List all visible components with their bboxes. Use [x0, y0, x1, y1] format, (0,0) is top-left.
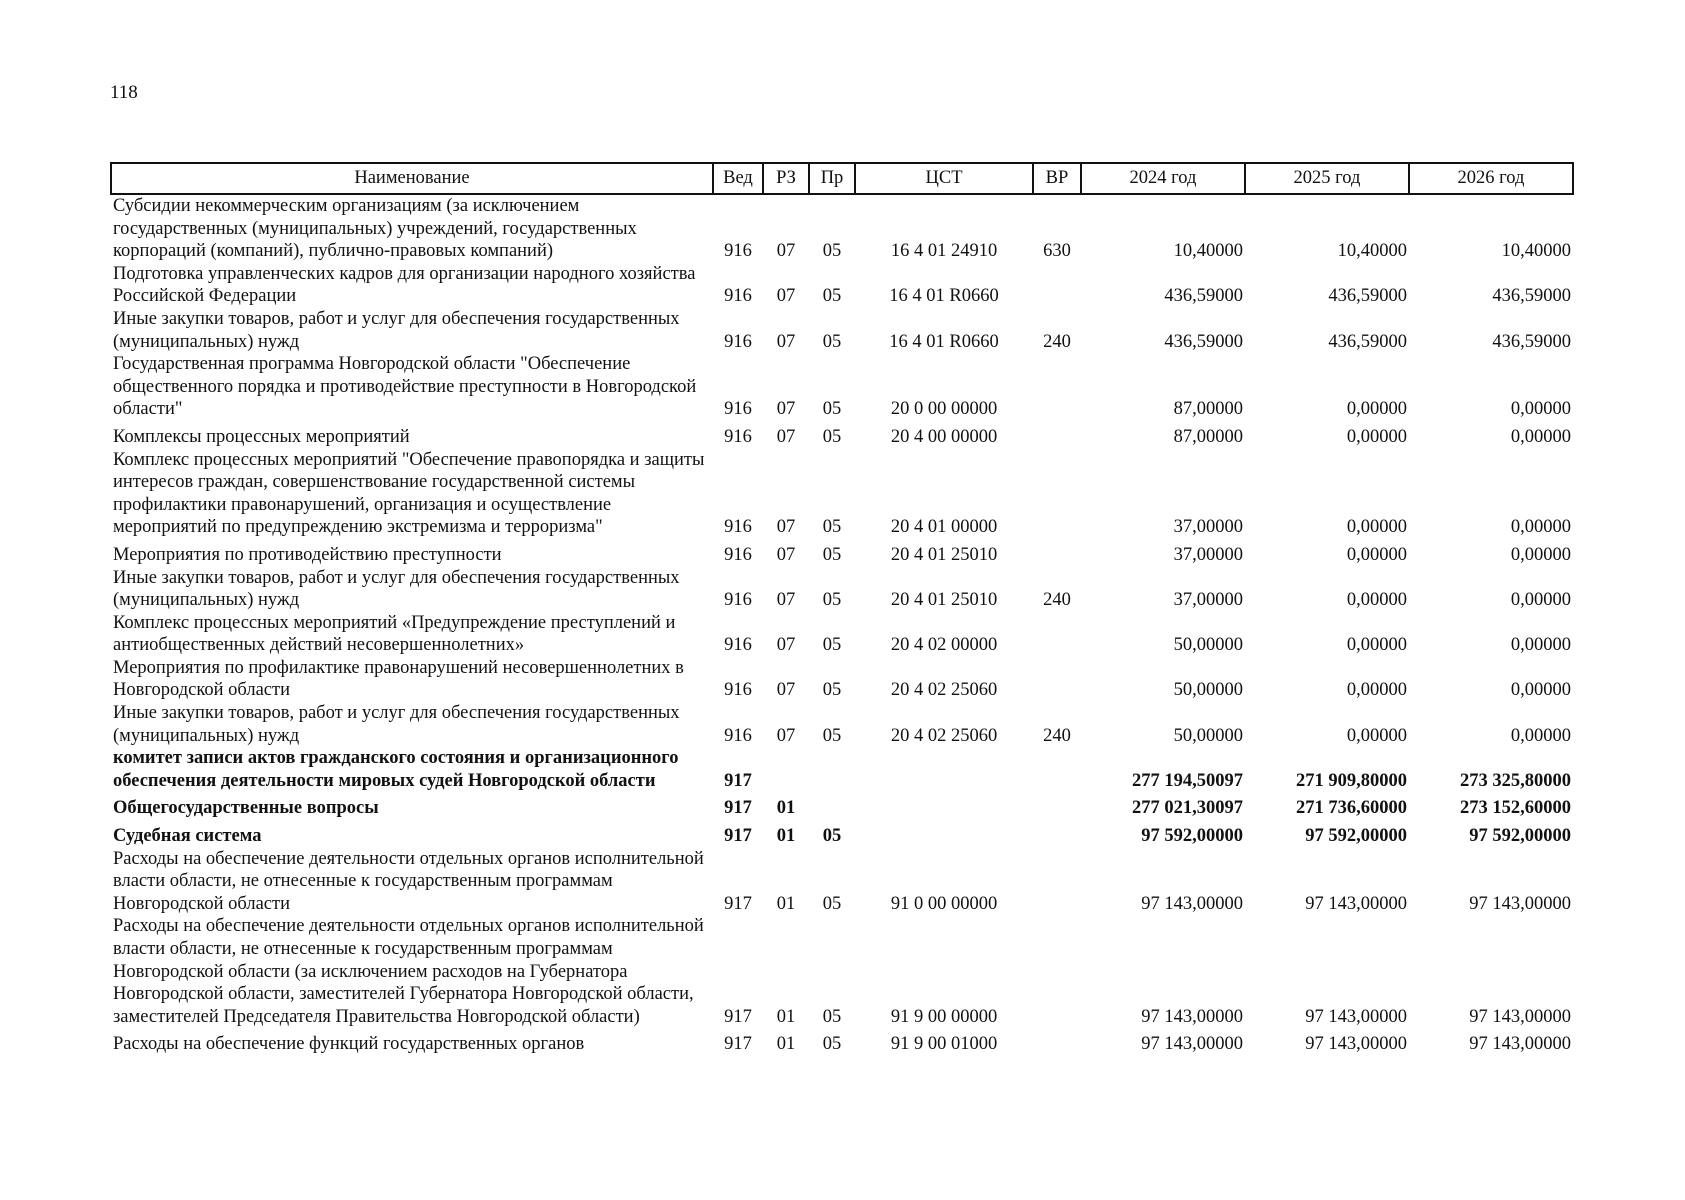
row-ved: 916 — [724, 331, 752, 352]
row-vr — [1033, 612, 1081, 657]
row-cst: 91 0 00 00000 — [890, 893, 998, 914]
row-2026: 0,00000 — [1510, 680, 1571, 701]
row-rz: 07 — [776, 331, 796, 352]
row-2026: 0,00000 — [1510, 725, 1571, 746]
row-2025: 97 143,00000 — [1305, 1034, 1407, 1055]
row-2026: 436,59000 — [1492, 286, 1571, 307]
table-row — [111, 194, 1573, 263]
row-pr: 05 — [822, 635, 842, 656]
row-ved: 916 — [724, 544, 752, 565]
row-cst: 16 4 01 24910 — [890, 241, 998, 262]
row-name: Иные закупки товаров, работ и услуг для обеспечения государственных (муниципальных) нужд — [113, 703, 680, 746]
row-ved: 916 — [724, 399, 752, 420]
row-cst: 20 4 00 00000 — [890, 426, 998, 447]
header-ved: Вед — [713, 163, 763, 194]
row-2025: 436,59000 — [1328, 331, 1407, 352]
header-2025: 2025 год — [1245, 163, 1409, 194]
row-name: Мероприятия по противодействию преступности — [113, 544, 502, 565]
header-name: Наименование — [111, 163, 713, 194]
row-ved: 916 — [724, 635, 752, 656]
header-2026: 2026 год — [1409, 163, 1573, 194]
header-rz: РЗ — [763, 163, 809, 194]
table-header-row — [111, 163, 1573, 194]
row-2025: 0,00000 — [1346, 399, 1407, 420]
row-vr — [1033, 421, 1081, 449]
row-2024: 277 194,50097 — [1132, 770, 1243, 791]
row-2024: 37,00000 — [1173, 517, 1243, 538]
row-name: Подготовка управленческих кадров для организации народного хозяйства Российской Федерации — [113, 263, 696, 307]
row-2024: 87,00000 — [1173, 426, 1243, 447]
row-vr — [1033, 1028, 1081, 1056]
row-pr — [809, 792, 855, 820]
table-row — [111, 747, 1573, 792]
row-2026: 97 143,00000 — [1469, 893, 1571, 914]
row-ved: 917 — [724, 798, 752, 819]
row-2025: 97 143,00000 — [1305, 893, 1407, 914]
row-2026: 273 325,80000 — [1460, 770, 1571, 791]
row-vr: 240 — [1043, 725, 1071, 746]
row-2026: 0,00000 — [1510, 399, 1571, 420]
row-ved: 917 — [724, 1034, 752, 1055]
table-row — [111, 263, 1573, 308]
row-pr: 05 — [822, 590, 842, 611]
row-pr: 05 — [822, 725, 842, 746]
row-cst: 20 4 02 25060 — [890, 680, 998, 701]
row-name: Комплекс процессных мероприятий "Обеспечение правопорядка и защиты интересов граждан, совершенствование государственной системы профилактики правонарушений, организация и осуществление мероприятий по предупреждению экстремизма и терроризма" — [113, 449, 705, 538]
row-ved: 917 — [724, 893, 752, 914]
row-ved: 916 — [724, 590, 752, 611]
row-vr: 240 — [1043, 331, 1071, 352]
row-vr — [1033, 915, 1081, 1028]
row-rz: 07 — [776, 241, 796, 262]
row-cst: 91 9 00 01000 — [890, 1034, 998, 1055]
row-2025: 0,00000 — [1346, 680, 1407, 701]
row-rz — [763, 747, 809, 792]
row-rz: 07 — [776, 286, 796, 307]
row-vr — [1033, 820, 1081, 848]
row-2024: 37,00000 — [1173, 590, 1243, 611]
row-rz: 07 — [776, 590, 796, 611]
row-pr: 05 — [822, 241, 842, 262]
row-2025: 0,00000 — [1346, 635, 1407, 656]
table-row — [111, 702, 1573, 747]
row-pr: 05 — [822, 286, 842, 307]
row-pr: 05 — [822, 399, 842, 420]
row-vr — [1033, 353, 1081, 421]
row-2026: 0,00000 — [1510, 426, 1571, 447]
row-ved: 916 — [724, 241, 752, 262]
row-name: Субсидии некоммерческим организациям (за исключением государственных (муниципальных) учреждений, государственных корпораций (компаний), публично-правовых компаний) — [113, 196, 637, 262]
row-2024: 97 592,00000 — [1141, 826, 1243, 847]
table-row — [111, 539, 1573, 567]
row-rz: 01 — [776, 893, 796, 914]
row-2024: 10,40000 — [1173, 241, 1243, 262]
row-rz: 07 — [776, 544, 796, 565]
row-vr — [1033, 263, 1081, 308]
row-cst: 16 4 01 R0660 — [889, 331, 999, 352]
row-rz: 07 — [776, 680, 796, 701]
row-ved: 917 — [724, 826, 752, 847]
row-cst: 20 4 01 25010 — [890, 590, 998, 611]
row-cst: 20 4 02 25060 — [890, 725, 998, 746]
row-pr: 05 — [822, 893, 842, 914]
row-2024: 50,00000 — [1173, 680, 1243, 701]
row-ved: 917 — [724, 1006, 752, 1027]
row-2024: 97 143,00000 — [1141, 1006, 1243, 1027]
row-2026: 436,59000 — [1492, 331, 1571, 352]
row-2024: 87,00000 — [1173, 399, 1243, 420]
table-row — [111, 848, 1573, 916]
row-name: Расходы на обеспечение функций государственных органов — [113, 1034, 585, 1055]
table-row — [111, 308, 1573, 353]
row-rz: 01 — [776, 798, 796, 819]
row-2025: 0,00000 — [1346, 544, 1407, 565]
row-2026: 0,00000 — [1510, 517, 1571, 538]
row-rz: 07 — [776, 399, 796, 420]
row-2026: 0,00000 — [1510, 590, 1571, 611]
row-pr: 05 — [822, 544, 842, 565]
row-pr: 05 — [822, 680, 842, 701]
row-2024: 50,00000 — [1173, 635, 1243, 656]
table-row — [111, 567, 1573, 612]
row-2024: 436,59000 — [1164, 286, 1243, 307]
row-2024: 97 143,00000 — [1141, 1034, 1243, 1055]
row-name: Расходы на обеспечение деятельности отдельных органов исполнительной власти области, не отнесенные к государственным программам Новгородской области — [113, 848, 704, 914]
row-name: Комплексы процессных мероприятий — [113, 426, 410, 447]
row-name: Иные закупки товаров, работ и услуг для обеспечения государственных (муниципальных) нужд — [113, 567, 680, 611]
row-2026: 97 143,00000 — [1469, 1006, 1571, 1027]
header-2024: 2024 год — [1081, 163, 1245, 194]
row-rz: 07 — [776, 517, 796, 538]
row-ved: 916 — [724, 426, 752, 447]
row-name: комитет записи актов гражданского состояния и организационного обеспечения деятельности мировых судей Новгородской области — [113, 748, 679, 791]
row-2026: 97 143,00000 — [1469, 1034, 1571, 1055]
row-ved: 916 — [724, 725, 752, 746]
row-name: Иные закупки товаров, работ и услуг для обеспечения государственных (муниципальных) нужд — [113, 308, 680, 352]
row-rz: 07 — [776, 426, 796, 447]
table-row — [111, 657, 1573, 702]
row-2025: 97 143,00000 — [1305, 1006, 1407, 1027]
row-2026: 0,00000 — [1510, 544, 1571, 565]
row-vr — [1033, 539, 1081, 567]
row-2026: 273 152,60000 — [1460, 798, 1571, 819]
row-pr — [809, 747, 855, 792]
row-2024: 50,00000 — [1173, 725, 1243, 746]
row-ved: 916 — [724, 286, 752, 307]
table-row — [111, 792, 1573, 820]
row-rz: 01 — [776, 1006, 796, 1027]
budget-table — [110, 162, 1574, 1056]
row-cst: 91 9 00 00000 — [890, 1006, 998, 1027]
row-pr: 05 — [822, 1034, 842, 1055]
row-2026: 97 592,00000 — [1469, 826, 1571, 847]
row-cst — [855, 820, 1033, 848]
row-name: Судебная система — [113, 826, 262, 847]
row-2026: 10,40000 — [1501, 241, 1571, 262]
row-cst: 20 4 01 00000 — [890, 517, 998, 538]
row-cst — [855, 747, 1033, 792]
row-2024: 277 021,30097 — [1132, 798, 1243, 819]
row-pr: 05 — [822, 1006, 842, 1027]
table-row — [111, 449, 1573, 539]
row-vr — [1033, 848, 1081, 916]
row-cst: 20 4 02 00000 — [890, 635, 998, 656]
table-row — [111, 820, 1573, 848]
row-name: Расходы на обеспечение деятельности отдельных органов исполнительной власти области, не отнесенные к государственным программам Новгородской области (за исключением расходов на Губернатора Новгородской области, заместителей Губернатора Новгородской области, заместителей Председателя Правительства Новгородской области) — [113, 916, 704, 1027]
row-2025: 0,00000 — [1346, 590, 1407, 611]
row-rz: 07 — [776, 635, 796, 656]
row-2025: 271 909,80000 — [1296, 770, 1407, 791]
row-cst — [855, 792, 1033, 820]
row-2025: 271 736,60000 — [1296, 798, 1407, 819]
table-row — [111, 421, 1573, 449]
table-row — [111, 353, 1573, 421]
row-2024: 37,00000 — [1173, 544, 1243, 565]
row-name: Общегосударственные вопросы — [113, 798, 379, 819]
table-row — [111, 1028, 1573, 1056]
table-row — [111, 915, 1573, 1028]
row-rz: 07 — [776, 725, 796, 746]
row-2025: 0,00000 — [1346, 517, 1407, 538]
row-pr: 05 — [822, 331, 842, 352]
table-row — [111, 612, 1573, 657]
header-vr: ВР — [1033, 163, 1081, 194]
header-pr: Пр — [809, 163, 855, 194]
row-name: Мероприятия по профилактике правонарушений несовершеннолетних в Новгородской области — [113, 657, 684, 701]
row-vr — [1033, 449, 1081, 539]
row-cst: 20 4 01 25010 — [890, 544, 998, 565]
row-2025: 10,40000 — [1337, 241, 1407, 262]
row-cst: 16 4 01 R0660 — [889, 286, 999, 307]
row-vr: 240 — [1043, 590, 1071, 611]
row-name: Комплекс процессных мероприятий «Предупреждение преступлений и антиобщественных действий несовершеннолетних» — [113, 612, 676, 656]
row-2025: 436,59000 — [1328, 286, 1407, 307]
row-ved: 916 — [724, 517, 752, 538]
row-2025: 0,00000 — [1346, 725, 1407, 746]
row-2024: 436,59000 — [1164, 331, 1243, 352]
row-ved: 917 — [724, 770, 752, 791]
row-pr: 05 — [822, 826, 842, 847]
row-cst: 20 0 00 00000 — [890, 399, 998, 420]
row-name: Государственная программа Новгородской области "Обеспечение общественного порядка и противодействие преступности в Новгородской области" — [113, 354, 697, 420]
header-cst: ЦСТ — [855, 163, 1033, 194]
page-number: 118 — [110, 82, 138, 103]
row-ved: 916 — [724, 680, 752, 701]
row-pr: 05 — [822, 517, 842, 538]
row-2025: 0,00000 — [1346, 426, 1407, 447]
row-pr: 05 — [822, 426, 842, 447]
row-vr: 630 — [1043, 241, 1071, 262]
row-rz: 01 — [776, 826, 796, 847]
row-2024: 97 143,00000 — [1141, 893, 1243, 914]
row-vr — [1033, 792, 1081, 820]
row-vr — [1033, 657, 1081, 702]
row-rz: 01 — [776, 1034, 796, 1055]
row-2026: 0,00000 — [1510, 635, 1571, 656]
row-2025: 97 592,00000 — [1305, 826, 1407, 847]
row-vr — [1033, 747, 1081, 792]
